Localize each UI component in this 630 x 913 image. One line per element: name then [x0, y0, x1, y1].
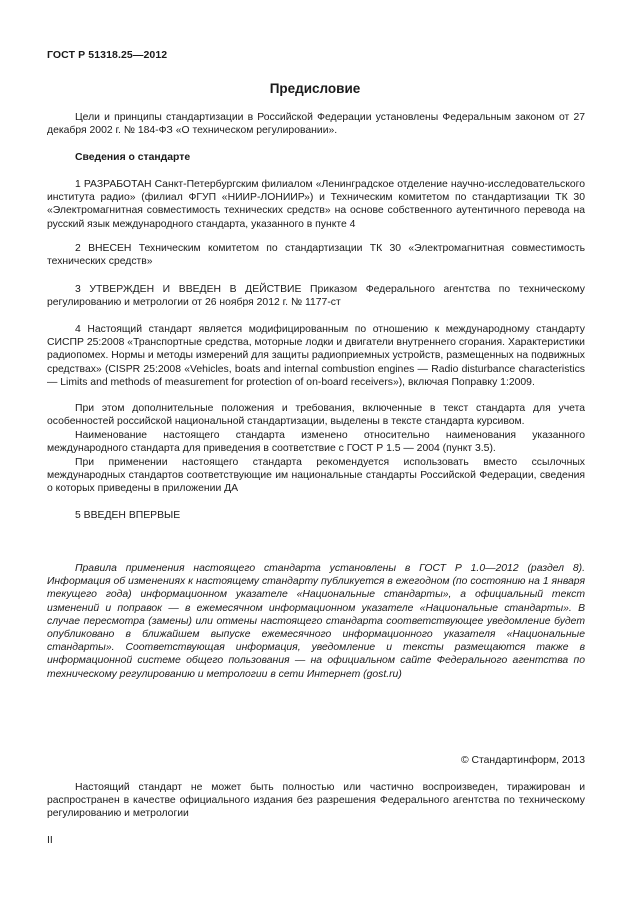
- page-number: II: [47, 835, 53, 846]
- item-4-references: При применении настоящего стандарта рекомендуется использовать вместо ссылочных международных стандартов соответствующие им национальные стандарты Российской Федерации, сведения о которых приведены в приложении ДА: [47, 457, 585, 495]
- copyright: © Стандартинформ, 2013: [460, 755, 585, 766]
- item-2-submitted: 2 ВНЕСЕН Техническим комитетом по стандартизации ТК 30 «Электромагнитная совместимость технических средств»: [47, 243, 585, 268]
- rules-note: Правила применения настоящего стандарта установлены в ГОСТ Р 1.0—2012 (раздел 8). Информация об изменениях к настоящему стандарту публикуется в ежегодном (по состоянию на 1 января текущего года) информационном указателе «Национальные стандарты», а официальный текст изменений и поправок — в ежемесячном информационном указателе «Национальные стандарты». В случае пересмотра (замены) или отмены настоящего стандарта соответствующее уведомление будет опубликовано в ближайшем выпуске ежемесячного информационного указателя «Национальные стандарты». Соответствующая информация, уведомление и тексты размещаются также в информационной системе общего пользования — на официальном сайте Федерального агентства по техническому регулированию и метрологии в сети Интернет (gost.ru): [47, 563, 585, 680]
- item-4-additional: При этом дополнительные положения и требования, включенные в текст стандарта для учета особенностей российской национальной стандартизации, выделены в тексте стандарта курсивом.: [47, 403, 585, 428]
- intro-paragraph: Цели и принципы стандартизации в Российской Федерации установлены Федеральным законом от 27 декабря 2002 г. № 184-ФЗ «О техническом регулировании».: [47, 112, 585, 137]
- reproduction-notice: Настоящий стандарт не может быть полностью или частично воспроизведен, тиражирован и распространен в качестве официального издания без разрешения Федерального агентства по техническому регулированию и метрологии: [47, 782, 585, 820]
- item-4-modified: 4 Настоящий стандарт является модифицированным по отношению к международному стандарту СИСПР 25:2008 «Транспортные средства, моторные лодки и двигатели внутреннего сгорания. Характеристики радиопомех. Нормы и методы измерений для защиты радиоприемных устройств, размещенных на подвижных средствах» (CISPR 25:2008 «Vehicles, boats and internal combustion engines — Radio disturbance characteristics — Limits and methods of measurement for protection of on-board receivers»), включая Поправку 1:2009.: [47, 324, 585, 388]
- item-1-developed: 1 РАЗРАБОТАН Санкт-Петербургским филиалом «Ленинградское отделение научно-исследовательского института радио» (филиал ФГУП «НИИР-ЛОНИИР») и Техническим комитетом по стандартизации ТК 30 «Электромагнитная совместимость технических средств» на основе собственного аутентичного перевода на русский язык международного стандарта, указанного в пункте 4: [47, 179, 585, 230]
- document-code: ГОСТ Р 51318.25—2012: [47, 49, 168, 61]
- item-3-approved: 3 УТВЕРЖДЕН И ВВЕДЕН В ДЕЙСТВИЕ Приказом Федерального агентства по техническому регулированию и метрологии от 26 ноября 2012 г. № 1177-ст: [47, 284, 585, 309]
- section-title: Предисловие: [269, 81, 361, 96]
- item-4-name-change: Наименование настоящего стандарта изменено относительно наименования указанного международного стандарта для приведения в соответствие с ГОСТ Р 1.5 — 2004 (пункт 3.5).: [47, 430, 585, 455]
- item-5-introduced: 5 ВВЕДЕН ВПЕРВЫЕ: [75, 510, 181, 521]
- info-heading: Сведения о стандарте: [75, 152, 191, 163]
